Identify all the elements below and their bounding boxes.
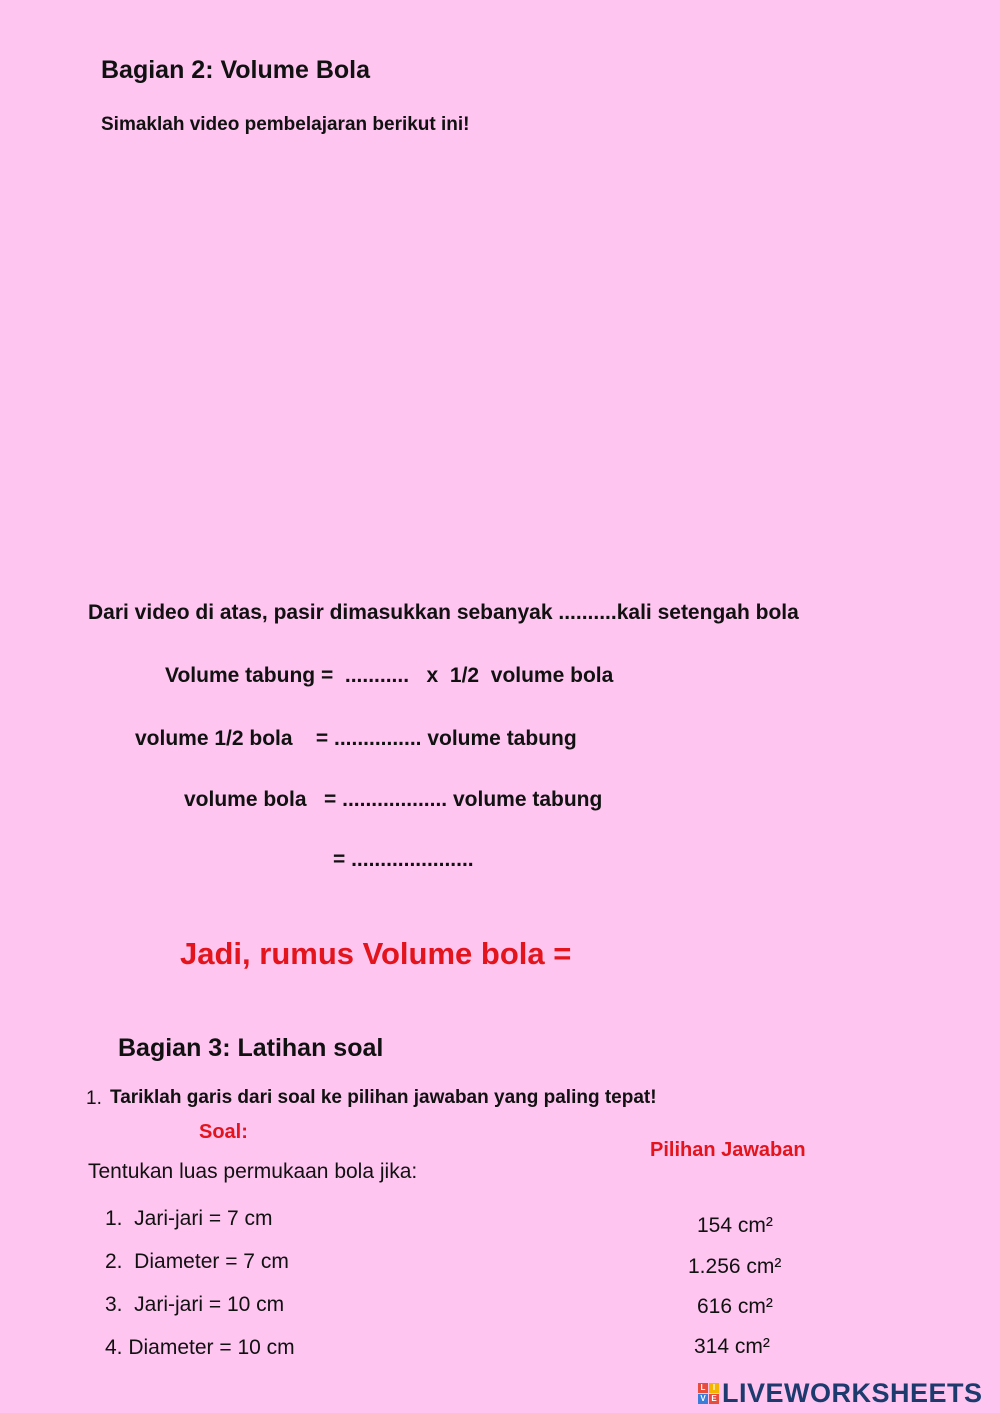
- soal-item[interactable]: 2. Diameter = 7 cm: [105, 1250, 289, 1273]
- logo-tile: I: [709, 1383, 719, 1393]
- question-text: Dari video di atas, pasir dimasukkan sebanyak ..........kali setengah bola: [88, 601, 799, 624]
- prompt-text: Tentukan luas permukaan bola jika:: [88, 1160, 418, 1183]
- question-number: 1.: [86, 1088, 102, 1109]
- soal-label: Soal:: [199, 1121, 248, 1143]
- volume-bola-result: = .....................: [333, 848, 474, 871]
- soal-item[interactable]: 3. Jari-jari = 10 cm: [105, 1293, 285, 1316]
- logo-tile: L: [698, 1383, 708, 1393]
- logo-text: LIVEWORKSHEETS: [722, 1378, 983, 1408]
- logo-tiles-icon: [698, 1383, 719, 1404]
- logo-tile: V: [698, 1394, 708, 1404]
- conclusion-text: Jadi, rumus Volume bola =: [180, 936, 572, 971]
- answers-label: Pilihan Jawaban: [650, 1139, 806, 1161]
- answer-option[interactable]: 314 cm²: [694, 1335, 770, 1358]
- soal-item[interactable]: 4. Diameter = 10 cm: [105, 1336, 295, 1359]
- section2-title: Bagian 2: Volume Bola: [101, 56, 371, 84]
- video-area[interactable]: [100, 150, 900, 570]
- logo-tile: E: [709, 1394, 719, 1404]
- question-instruction: Tariklah garis dari soal ke pilihan jawaban yang paling tepat!: [110, 1087, 657, 1108]
- soal-item[interactable]: 1. Jari-jari = 7 cm: [105, 1207, 273, 1230]
- volume-bola-line: volume bola = .................. volume tabung: [184, 788, 603, 811]
- volume-half-bola-line: volume 1/2 bola = ............... volume tabung: [135, 727, 577, 750]
- answer-option[interactable]: 616 cm²: [697, 1295, 773, 1318]
- answer-option[interactable]: 154 cm²: [697, 1214, 773, 1237]
- liveworksheets-logo: [698, 1378, 983, 1409]
- answer-option[interactable]: 1.256 cm²: [688, 1255, 782, 1278]
- volume-tabung-line: Volume tabung = ........... x 1/2 volume bola: [165, 664, 614, 687]
- section3-title: Bagian 3: Latihan soal: [118, 1034, 384, 1062]
- instruction: Simaklah video pembelajaran berikut ini!: [101, 114, 470, 135]
